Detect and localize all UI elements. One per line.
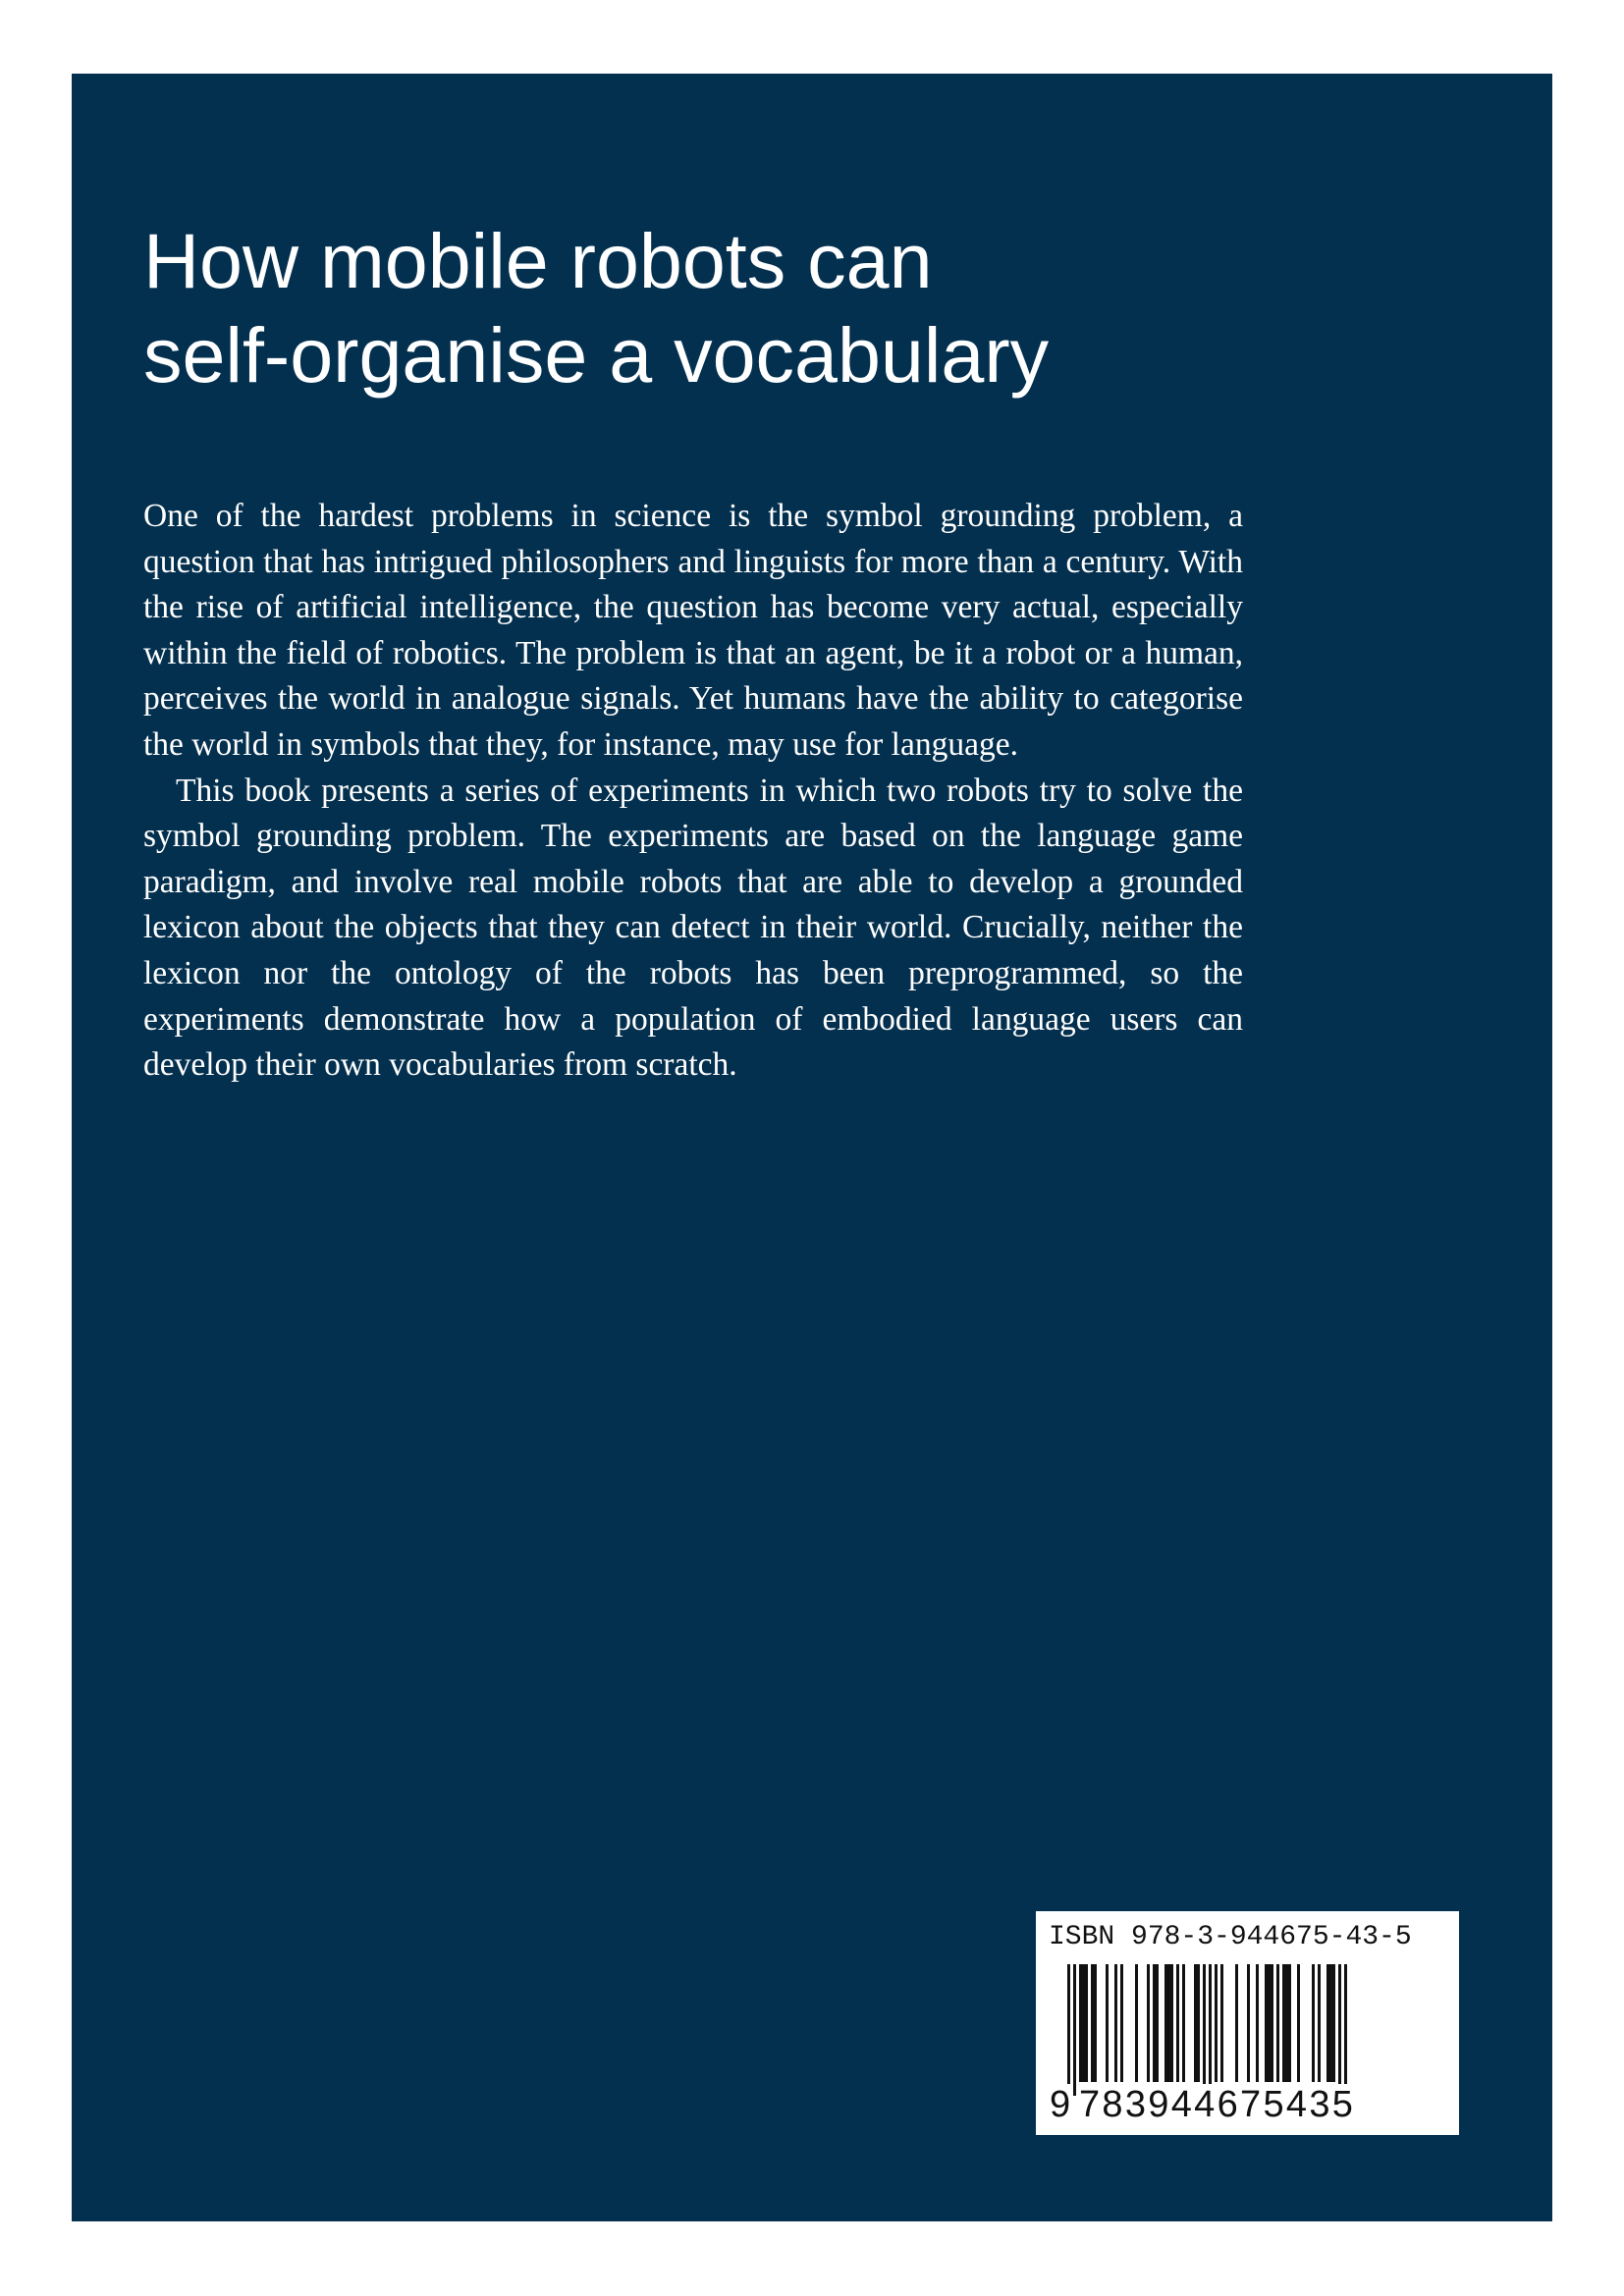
barcode-bar [1164, 1964, 1173, 2082]
barcode-guard-bar [1209, 1964, 1212, 2096]
barcode-bar [1194, 1964, 1200, 2082]
barcode-bar [1256, 1964, 1259, 2082]
book-title-line-2: self-organise a vocabulary [143, 311, 1050, 399]
barcode-bar [1120, 1964, 1123, 2082]
barcode-bar [1276, 1964, 1279, 2082]
barcode-bar [1326, 1964, 1335, 2082]
barcode-bar [1106, 1964, 1109, 2082]
ean-first-digit: 9 [1050, 2084, 1071, 2125]
barcode-guard-bar [1073, 1964, 1076, 2096]
barcode-bar [1182, 1964, 1185, 2082]
barcode-bar [1220, 1964, 1223, 2082]
barcode-bar [1091, 1964, 1097, 2082]
barcode-bar [1215, 1964, 1218, 2082]
barcode-bar [1135, 1964, 1138, 2082]
barcode-bar [1247, 1964, 1250, 2082]
barcode-bar [1265, 1964, 1273, 2082]
barcode-bar [1079, 1964, 1088, 2082]
barcode-bar [1297, 1964, 1300, 2082]
barcode-bar [1282, 1964, 1291, 2082]
isbn-barcode [1036, 1911, 1459, 2135]
barcode-bar [1153, 1964, 1159, 2082]
barcode-guard-bar [1203, 1964, 1206, 2096]
book-title-line-1: How mobile robots can [143, 217, 933, 304]
book-title [143, 214, 1322, 402]
barcode-guard-bar [1344, 1964, 1347, 2096]
barcode-bar [1114, 1964, 1117, 2082]
blurb-paragraph-2: This book presents a series of experiments in which two robots try to solve the symbol grounding problem. The experiments are based on the language game paradigm, and involve real mobile robots that are able to develop a grounded lexicon about the objects that they can detect in their world. Crucially, neither the lexicon nor the ontology of the robots has been preprogrammed, so the experiments demonstrate how a population of embodied language users can develop their own vocabularies from scratch. [143, 772, 1243, 1084]
book-blurb [143, 494, 1243, 1089]
barcode-bar [1147, 1964, 1150, 2082]
barcode-guard-bar [1338, 1964, 1341, 2096]
barcode-bar [1176, 1964, 1179, 2082]
blurb-paragraph-1: One of the hardest problems in science is the symbol grounding problem, a question that has intrigued philosophers and linguists for more than a century. With the rise of artificial intelligence, the question has become very actual, especially within the field of robotics. The problem is that an agent, be it a robot or a human, perceives the world in analogue signals. Yet humans have the ability to categorise the world in symbols that they, for instance, may use for language. [143, 498, 1243, 763]
barcode-bar [1312, 1964, 1315, 2082]
barcode-bar [1318, 1964, 1321, 2082]
barcode-guard-bar [1067, 1964, 1070, 2096]
isbn-label: ISBN 978-3-944675-43-5 [1049, 1922, 1412, 1952]
ean-digits: 783944675435 [1079, 2084, 1356, 2125]
barcode-bar [1235, 1964, 1238, 2082]
